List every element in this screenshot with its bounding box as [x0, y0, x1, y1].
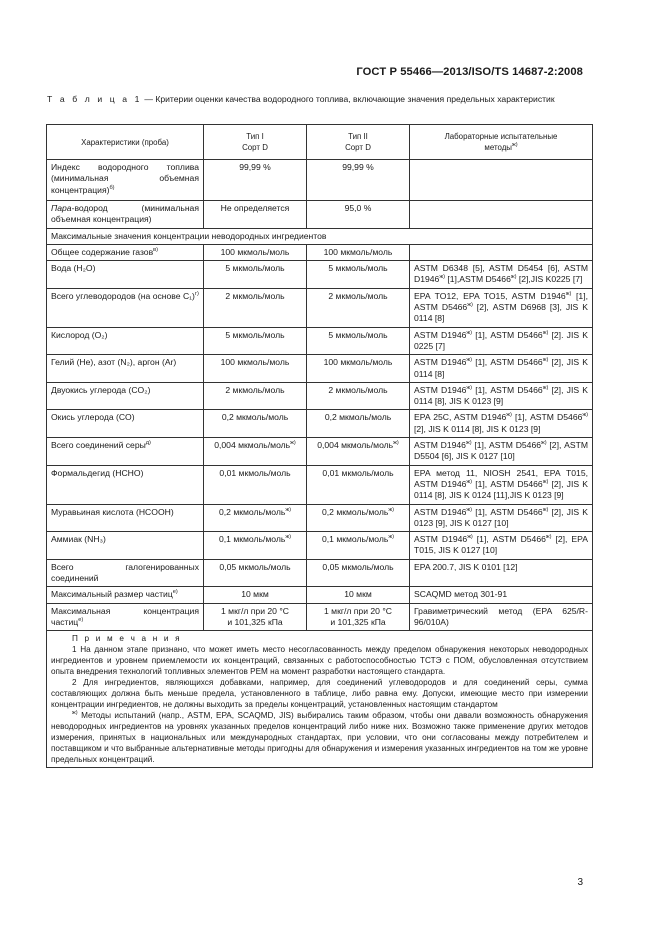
cell-characteristic: Индекс водородного топлива (минимальная объемная концентрация)$^{б)}$ — [47, 160, 204, 201]
cell-characteristic: Формальдегид (HCHO) — [47, 465, 204, 504]
cell-type-2: 0,05 мкмоль/моль — [307, 559, 410, 587]
table-row — [47, 244, 593, 260]
cell-type-2: 2 мкмоль/моль — [307, 382, 410, 410]
cell-method: ASTM D6348 [5], ASTM D5454 [6], ASTM $D1946^{ж)}$ [1],ASTM $D5466^{ж)}$ [2],JIS K0225 [7] — [410, 261, 593, 289]
table-caption — [47, 94, 592, 106]
cell-type-2: 0,2 мкмоль/моль$^{ж)}$ — [307, 504, 410, 532]
cell-type-2: 0,1 мкмоль/моль$^{ж)}$ — [307, 532, 410, 560]
cell-type-1: 0,1 мкмоль/моль$^{ж)}$ — [204, 532, 307, 560]
cell-type-1: 10 мкм — [204, 587, 307, 603]
cell-characteristic: Максимальная концентрация частиц$^{е)}$ — [47, 603, 204, 631]
cell-method: ASTM $D1946^{ж)}$ [1], ASTM $D5466^{ж)}$ [2], JIS K 0114 [8] — [410, 355, 593, 383]
cell-characteristic: Пара-водород (минимальная объемная концентрация) — [47, 201, 204, 229]
note-2: 2 Для ингредиентов, являющихся добавками, например, для соединений углеводородов и для соединений серы, сумма составляющих должна быть меньше предела, установленного в таблице, либо равна ему. Допуски, имеющие место при измерении концентрации ингредиентов, не должны выходить за пределы концентраций, установленных настоящим стандартом — [51, 678, 588, 710]
table-section-row — [47, 228, 593, 244]
cell-method — [410, 244, 593, 260]
cell-type-2: 99,99 % — [307, 160, 410, 201]
cell-type-1: 100 мкмоль/моль — [204, 244, 307, 260]
cell-characteristic: Муравьиная кислота (HCOOH) — [47, 504, 204, 532]
cell-type-2: 5 мкмоль/моль — [307, 327, 410, 355]
table-header-row — [47, 125, 593, 160]
cell-type-2: 2 мкмоль/моль — [307, 288, 410, 327]
cell-method: EPA 25C, ASTM $D1946^{ж)}$ [1], ASTM $D5466^{ж)}$ [2], JIS K 0114 [8], JIS K 0123 [9] — [410, 410, 593, 438]
cell-type-1: 5 мкмоль/моль — [204, 261, 307, 289]
header-characteristic: Характеристики (проба) — [47, 125, 204, 160]
table-row — [47, 532, 593, 560]
table-notes — [47, 631, 593, 768]
table-row — [47, 201, 593, 229]
table-row — [47, 327, 593, 355]
table-row — [47, 438, 593, 466]
cell-type-2: 0,004 мкмоль/моль$^{ж)}$ — [307, 438, 410, 466]
cell-characteristic: Максимальный размер частиц$^{е)}$ — [47, 587, 204, 603]
table-row — [47, 288, 593, 327]
cell-type-1: 0,2 мкмоль/моль$^{ж)}$ — [204, 504, 307, 532]
cell-characteristic: Вода (H₂O) — [47, 261, 204, 289]
document-header: ГОСТ Р 55466—2013/ISO/TS 14687-2:2008 — [356, 66, 583, 78]
cell-characteristic: Гелий (He), азот (N₂), аргон (Ar) — [47, 355, 204, 383]
cell-type-1: 0,2 мкмоль/моль — [204, 410, 307, 438]
cell-method — [410, 160, 593, 201]
cell-method: ASTM $D1946^{ж)}$ [1], ASTM $D5466^{ж)}$ [2], ASTM D5504 [6], JIS K 0127 [10] — [410, 438, 593, 466]
notes-row — [47, 631, 593, 768]
table-row — [47, 465, 593, 504]
cell-method: EPA 200.7, JIS K 0101 [12] — [410, 559, 593, 587]
header-methods: Лабораторные испытательные методы$^{ж)}$ — [410, 125, 593, 160]
table-row — [47, 559, 593, 587]
cell-type-1: 100 мкмоль/моль — [204, 355, 307, 383]
cell-characteristic: Кислород (O₂) — [47, 327, 204, 355]
cell-method — [410, 201, 593, 229]
cell-characteristic: Всего галогенированных соединений — [47, 559, 204, 587]
cell-method: EPA метод 11, NIOSH 2541, EPA T015, ASTM $D1946^{ж)}$ [1], ASTM $D5466^{ж)}$ [2], JIS K 0114 [8], JIS K 0124 [11],JIS K 0123 [9] — [410, 465, 593, 504]
cell-method: ASTM $D1946^{ж)}$ [1], ASTM $D5466^{ж)}$ [2], JIS K 0114 [8], JIS K 0123 [9] — [410, 382, 593, 410]
cell-method: ASTM $D1946^{ж)}$ [1], ASTM $D5466^{ж)}$ [2]. JIS K 0225 [7] — [410, 327, 593, 355]
cell-characteristic: Аммиак (NH₃) — [47, 532, 204, 560]
table-row — [47, 603, 593, 631]
cell-type-2: 0,2 мкмоль/моль — [307, 410, 410, 438]
table-caption-label: Т а б л и ц а 1 — [47, 94, 142, 104]
table-row — [47, 261, 593, 289]
cell-type-1: 1 мкг/л при 20 °C и 101,325 кПа — [204, 603, 307, 631]
cell-characteristic: Окись углерода (CO) — [47, 410, 204, 438]
cell-type-1: Не определяется — [204, 201, 307, 229]
header-type-2: Тип II Сорт D — [307, 125, 410, 160]
cell-type-2: 5 мкмоль/моль — [307, 261, 410, 289]
cell-type-2: 100 мкмоль/моль — [307, 244, 410, 260]
cell-type-1: 0,004 мкмоль/моль$^{ж)}$ — [204, 438, 307, 466]
cell-type-1: 99,99 % — [204, 160, 307, 201]
cell-method: Гравиметрический метод (EPA 625/R-96/010A) — [410, 603, 593, 631]
note-1: 1 На данном этапе признано, что может иметь место несогласованность между пределом обнаружения некоторых неводородных ингредиентов и уровнем приемлемости их концентраций, связанных с работоспособностью ТСТЭ с ПОМ, обусловленная отсутствием опыта внедрения технологий топливных элементов РЕМ на момент разработки настоящего стандарта. — [51, 645, 588, 677]
table-row — [47, 160, 593, 201]
section-title: Максимальные значения концентрации неводородных ингредиентов — [47, 228, 593, 244]
hydrogen-quality-table — [46, 124, 593, 768]
cell-method: SCAQMD метод 301-91 — [410, 587, 593, 603]
cell-type-1: 0,01 мкмоль/моль — [204, 465, 307, 504]
cell-characteristic: Общее содержание газов$^{в)}$ — [47, 244, 204, 260]
table-row — [47, 587, 593, 603]
cell-method: ASTM $D1946^{ж)}$ [1], ASTM $D5466^{ж)}$ [2], JIS K 0123 [9], JIS K 0127 [10] — [410, 504, 593, 532]
table-caption-text: — Критерии оценки качества водородного топлива, включающие значения предельных характеристик — [141, 94, 555, 104]
notes-title: П р и м е ч а н и я — [72, 634, 182, 644]
cell-characteristic: Всего соединений серы$^{д)}$ — [47, 438, 204, 466]
cell-type-2: 95,0 % — [307, 201, 410, 229]
table-row — [47, 410, 593, 438]
header-type-1: Тип I Сорт D — [204, 125, 307, 160]
cell-characteristic: Всего углеводородов (на основе C₁)$^{г)}$ — [47, 288, 204, 327]
cell-type-2: 0,01 мкмоль/моль — [307, 465, 410, 504]
cell-type-1: 2 мкмоль/моль — [204, 288, 307, 327]
cell-type-1: 0,05 мкмоль/моль — [204, 559, 307, 587]
cell-characteristic: Двуокись углерода (CO₂) — [47, 382, 204, 410]
table-row — [47, 382, 593, 410]
note-footnote: $^{ж)}$ Методы испытаний (напр., ASTM, EPA, SCAQMD, JIS) выбирались таким образом, чтобы они давали возможность обнаружения неводородных ингредиентов на уровнях указанных пределов концентраций либо ниже них. Возможно также применение других методов измерения, принятых в национальных или международных стандартах, при условии, что они согласованы между потребителем и поставщиком и что выбранные альтернативные методы пригодны для обнаружения и измерения указанных ингредиентов на том же уровне предельных концентраций. — [51, 710, 588, 765]
cell-type-2: 100 мкмоль/моль — [307, 355, 410, 383]
page-number: 3 — [577, 877, 583, 888]
cell-type-1: 2 мкмоль/моль — [204, 382, 307, 410]
table-row — [47, 355, 593, 383]
cell-type-2: 1 мкг/л при 20 °C и 101,325 кПа — [307, 603, 410, 631]
cell-type-1: 5 мкмоль/моль — [204, 327, 307, 355]
cell-method: EPA TO12, EPA TO15, ASTM $D1946^{ж)}$ [1], ASTM $D5466^{ж)}$ [2], ASTM D6968 [3], JIS K 0114 [8] — [410, 288, 593, 327]
table-row — [47, 504, 593, 532]
cell-method: ASTM $D1946^{ж)}$ [1], ASTM $D5466^{ж)}$ [2], EPA T015, JIS K 0127 [10] — [410, 532, 593, 560]
cell-type-2: 10 мкм — [307, 587, 410, 603]
